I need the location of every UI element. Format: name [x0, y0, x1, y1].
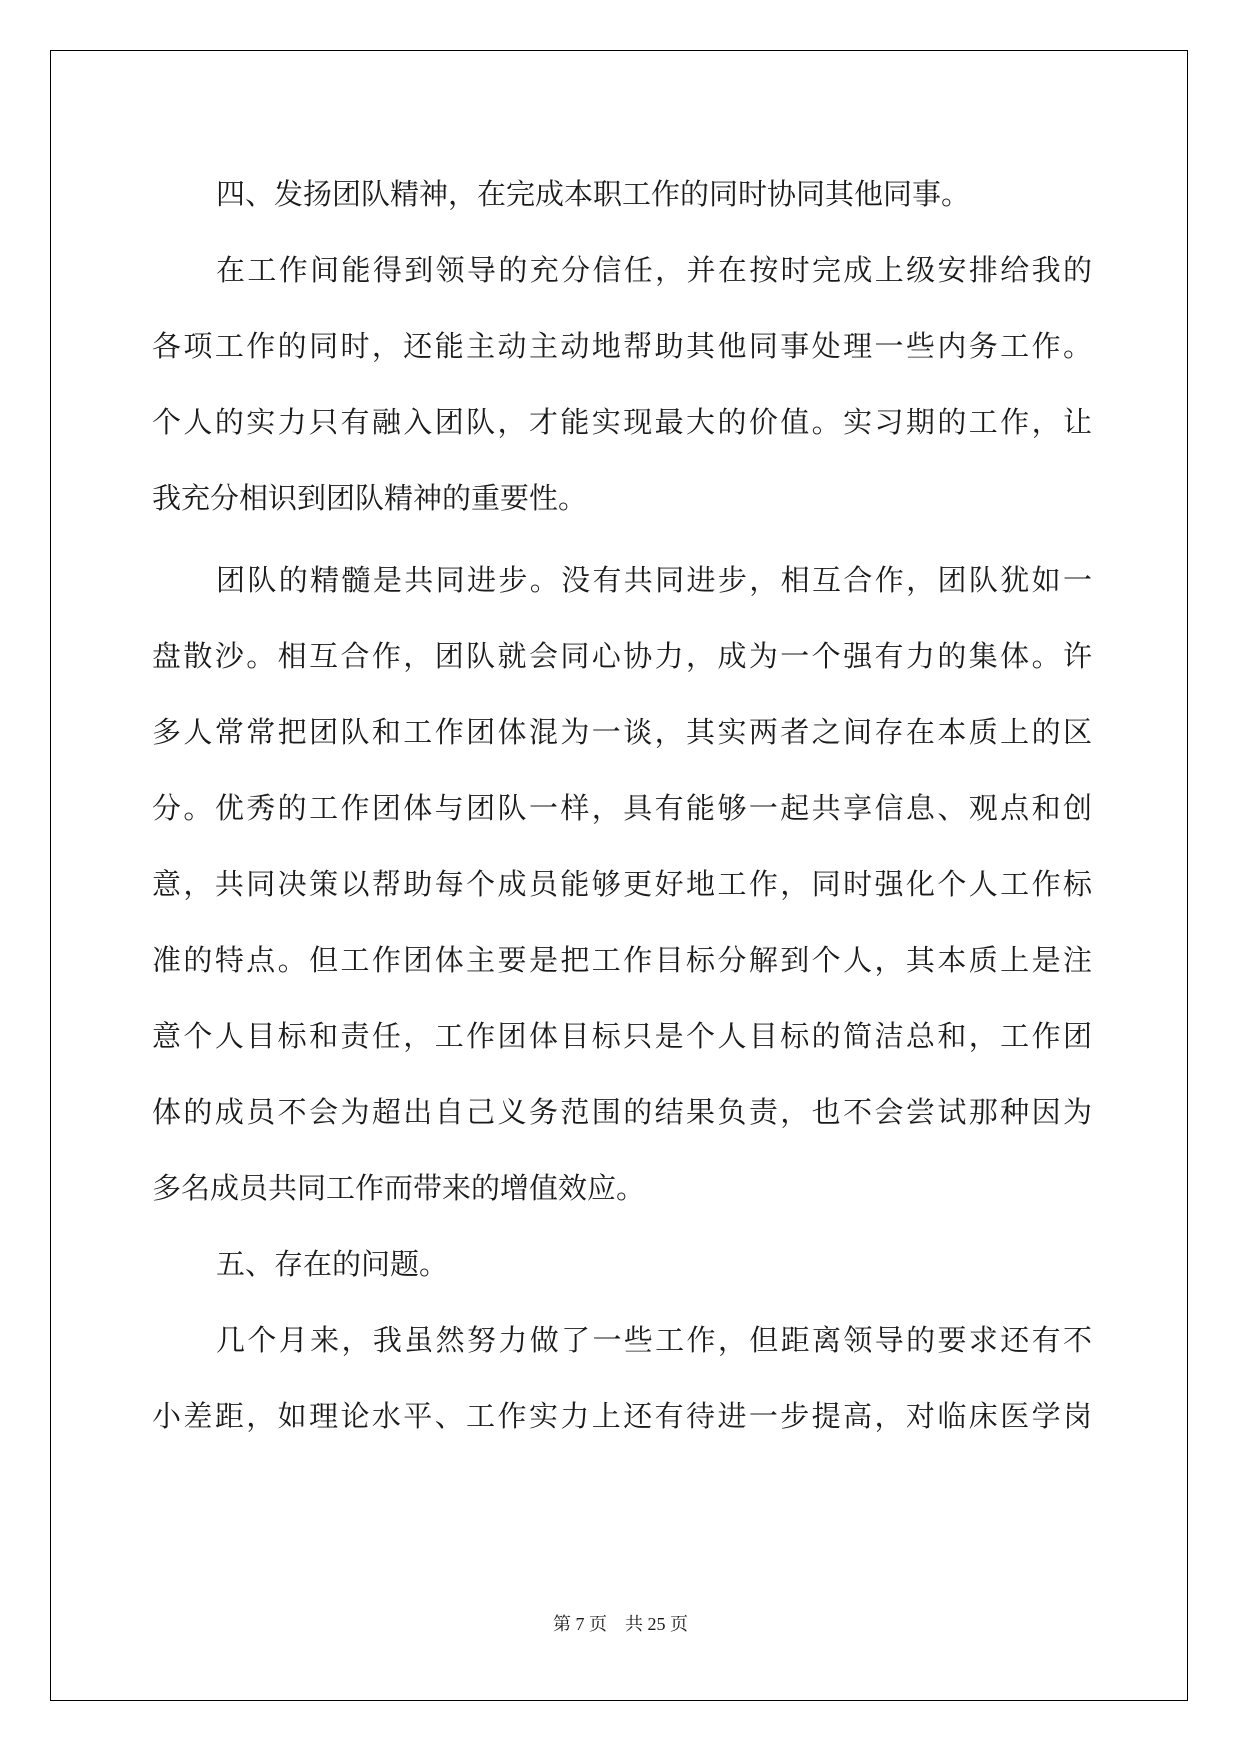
paragraph-line: 准的特点。但工作团体主要是把工作目标分解到个人，其本质上是注 [152, 943, 1092, 977]
paragraph-line: 多人常常把团队和工作团体混为一谈，其实两者之间存在本质上的区 [152, 715, 1092, 749]
paragraph-line: 几个月来，我虽然努力做了一些工作，但距离领导的要求还有不 [216, 1323, 1092, 1357]
paragraph-line: 我充分相识到团队精神的重要性。 [152, 481, 588, 515]
page-number-label: 第 7 页 共 25 页 [553, 1614, 688, 1634]
paragraph-line: 分。优秀的工作团体与团队一样，具有能够一起共享信息、观点和创 [152, 791, 1092, 825]
paragraph-line: 意，共同决策以帮助每个成员能够更好地工作，同时强化个人工作标 [152, 867, 1092, 901]
paragraph-line: 团队的精髓是共同进步。没有共同进步，相互合作，团队犹如一 [216, 563, 1092, 597]
paragraph-line: 各项工作的同时，还能主动主动地帮助其他同事处理一些内务工作。 [152, 329, 1092, 363]
paragraph-line: 盘散沙。相互合作，团队就会同心协力，成为一个强有力的集体。许 [152, 639, 1092, 673]
paragraph-line: 在工作间能得到领导的充分信任，并在按时完成上级安排给我的 [216, 253, 1092, 287]
paragraph-line: 体的成员不会为超出自己义务范围的结果负责，也不会尝试那种因为 [152, 1095, 1092, 1129]
page-footer [0, 1612, 1241, 1636]
paragraph-line: 多名成员共同工作而带来的增值效应。 [152, 1171, 646, 1205]
paragraph-line: 个人的实力只有融入团队，才能实现最大的价值。实习期的工作，让 [152, 405, 1092, 439]
section-heading-4: 四、发扬团队精神，在完成本职工作的同时协同其他同事。 [216, 177, 971, 211]
section-heading-5: 五、存在的问题。 [216, 1247, 449, 1281]
paragraph-line: 小差距，如理论水平、工作实力上还有待进一步提高，对临床医学岗 [152, 1399, 1092, 1433]
paragraph-line: 意个人目标和责任，工作团体目标只是个人目标的简洁总和，工作团 [152, 1019, 1092, 1053]
